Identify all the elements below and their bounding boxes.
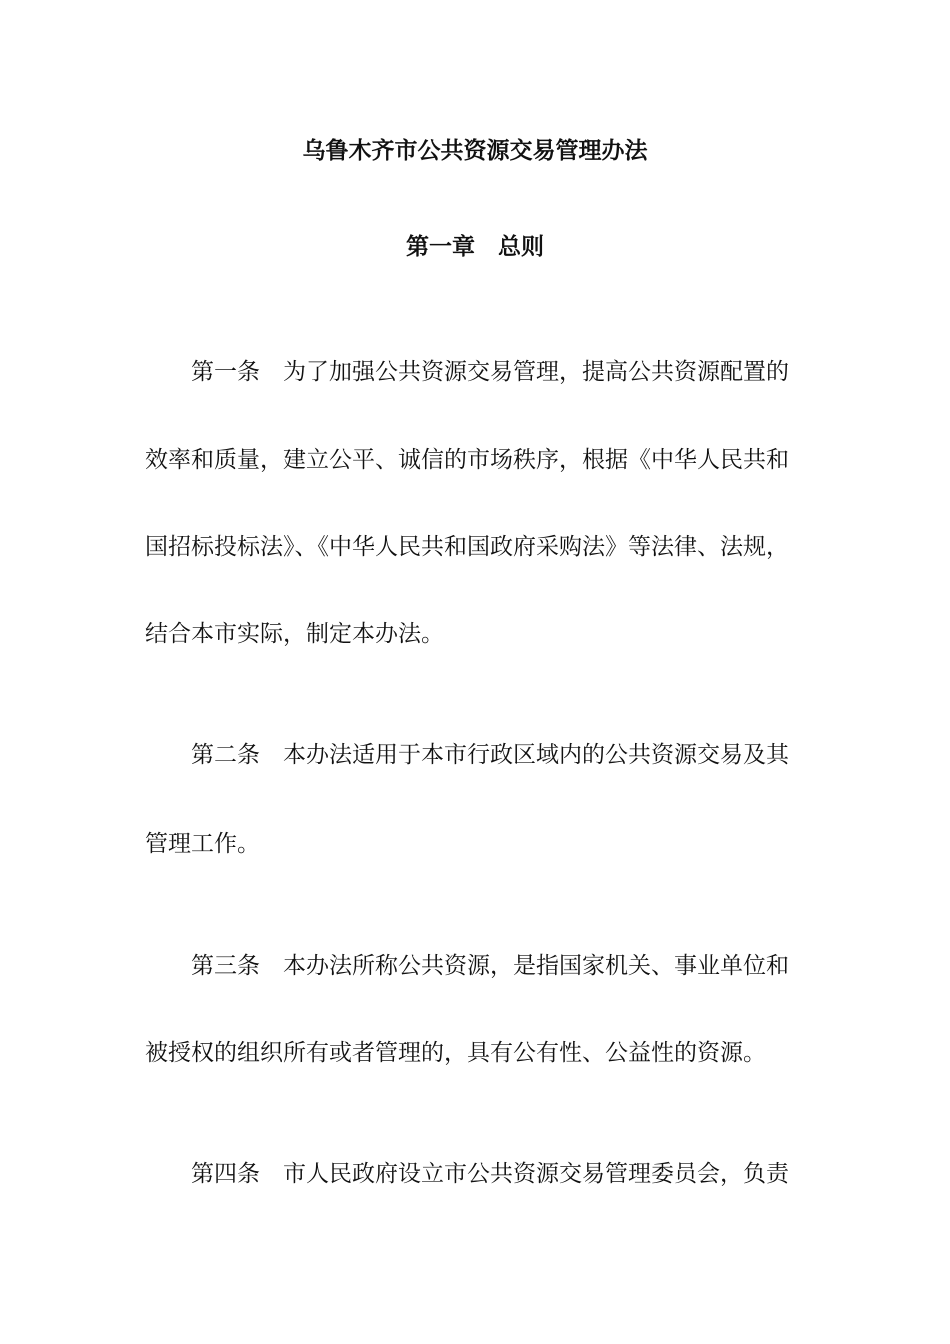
document-title: 乌鲁木齐市公共资源交易管理办法 xyxy=(302,138,648,164)
paragraph-line: 国招标投标法》、《中华人民共和国政府采购法》等法律、法规， xyxy=(145,534,789,560)
paragraph-line: 第四条 市人民政府设立市公共资源交易管理委员会，负责 xyxy=(191,1161,789,1187)
paragraph-line: 第二条 本办法适用于本市行政区域内的公共资源交易及其 xyxy=(191,742,789,768)
paragraph-line: 第三条 本办法所称公共资源，是指国家机关、事业单位和 xyxy=(191,953,789,979)
paragraph-line: 管理工作。 xyxy=(145,831,260,857)
paragraph-line: 第一条 为了加强公共资源交易管理，提高公共资源配置的 xyxy=(191,359,789,385)
paragraph-line: 被授权的组织所有或者管理的，具有公有性、公益性的资源。 xyxy=(145,1040,766,1066)
paragraph-line: 效率和质量，建立公平、诚信的市场秩序，根据《中华人民共和 xyxy=(145,447,789,473)
paragraph-line: 结合本市实际，制定本办法。 xyxy=(145,621,444,647)
chapter-heading: 第一章 总则 xyxy=(406,234,544,260)
